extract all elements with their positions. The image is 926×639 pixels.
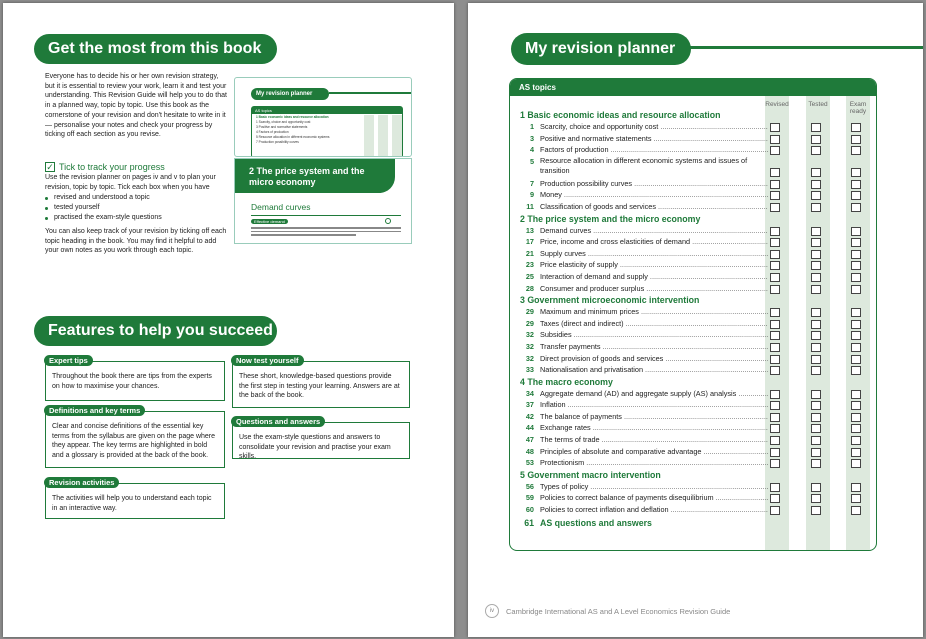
topic-text: Money ..... — [540, 189, 768, 201]
exam-ready-checkbox[interactable] — [851, 135, 861, 144]
exam-ready-checkbox[interactable] — [851, 401, 861, 410]
revision-planner-panel — [509, 78, 877, 551]
revised-checkbox[interactable] — [770, 413, 780, 422]
revised-checkbox[interactable] — [770, 273, 780, 282]
planner-row — [520, 121, 868, 133]
planner-row — [520, 481, 868, 493]
revised-checkbox[interactable] — [770, 191, 780, 200]
exam-ready-checkbox[interactable] — [851, 366, 861, 375]
planner-row — [520, 457, 868, 469]
page-ref: 21 — [525, 248, 534, 258]
page-ref: 61 — [524, 517, 534, 528]
tick-outro-text: You can also keep track of your revision by ticking off each topic heading in the book. You may find it helpful to add your own notes as you work through each topic. — [45, 228, 227, 255]
thumb-col — [364, 115, 374, 157]
page-ref: 32 — [525, 353, 534, 363]
topic-text: The balance of payments ..... — [540, 411, 768, 423]
planner-row — [520, 341, 868, 353]
thumb-banner: My revision planner — [251, 88, 329, 100]
planner-row — [520, 236, 868, 248]
planner-row — [520, 144, 868, 156]
planner-row — [520, 504, 868, 516]
planner-title: My revision planner — [511, 33, 691, 65]
tested-checkbox[interactable] — [811, 355, 821, 364]
tested-checkbox[interactable] — [811, 203, 821, 212]
exam-ready-checkbox[interactable] — [851, 227, 861, 236]
page-ref: 32 — [525, 341, 534, 351]
planner-row — [520, 411, 868, 423]
exam-ready-checkbox[interactable] — [851, 436, 861, 445]
exam-ready-checkbox[interactable] — [851, 424, 861, 433]
revised-checkbox[interactable] — [770, 146, 780, 155]
topic-text: Price elasticity of supply ..... — [540, 259, 768, 271]
page-ref: 17 — [525, 237, 534, 247]
feature-label: Revision activities — [44, 477, 119, 488]
thumb-chapter-sub: Demand curves — [251, 202, 311, 212]
feature-revision-activities — [45, 478, 225, 519]
planner-row — [520, 133, 868, 145]
feature-text: Throughout the book there are tips from the experts on how to maximise your chances. — [52, 373, 212, 390]
revised-checkbox[interactable] — [770, 436, 780, 445]
topic-text: Consumer and producer surplus ..... — [540, 283, 768, 295]
planner-row — [520, 259, 868, 271]
planner-rows — [520, 109, 868, 530]
thumb-banner-line — [329, 92, 412, 94]
intro-text: Everyone has to decide his or her own revision strategy, but it is essential to review your work, learn it and test your understanding. This Revision Guide will help you to do that in a planned way, topic by topic. Use this book as the cornerstone of your revision and don't hesitate to write in it — personalise your notes and check your progress by ticking off each section as you revise. — [45, 73, 227, 139]
planner-title-line — [688, 46, 923, 49]
topic-text: Exchange rates ..... — [540, 422, 768, 434]
revised-checkbox[interactable] — [770, 331, 780, 340]
planner-row — [520, 283, 868, 295]
feature-text: Use the exam-style questions and answers to consolidate your revision and practise your exam skills. — [239, 434, 391, 461]
section-title: 5 Government macro intervention — [520, 469, 661, 480]
topic-text: Inflation ..... — [540, 399, 768, 411]
section-title: 4 The macro economy — [520, 376, 613, 387]
exam-ready-checkbox[interactable] — [851, 250, 861, 259]
revised-checkbox[interactable] — [770, 285, 780, 294]
topic-text: Interaction of demand and supply ..... — [540, 271, 768, 283]
feature-expert-tips — [45, 356, 225, 401]
tested-checkbox[interactable] — [811, 483, 821, 492]
tested-checkbox[interactable] — [811, 250, 821, 259]
tested-checkbox[interactable] — [811, 459, 821, 468]
revised-checkbox[interactable] — [770, 261, 780, 270]
page-footer — [485, 604, 730, 618]
exam-ready-checkbox[interactable] — [851, 146, 861, 155]
planner-row — [520, 318, 868, 330]
planner-row — [520, 353, 868, 365]
page-ref: 34 — [525, 388, 534, 398]
feature-questions-answers — [232, 417, 410, 461]
tested-checkbox[interactable] — [811, 308, 821, 317]
exam-ready-checkbox[interactable] — [851, 123, 861, 132]
tested-checkbox[interactable] — [811, 494, 821, 503]
topic-text: The terms of trade ..... — [540, 434, 768, 446]
footer-text: Cambridge International AS and A Level Economics Revision Guide — [506, 606, 731, 616]
topic-text: Classification of goods and services ..... — [540, 201, 768, 213]
revised-checkbox[interactable] — [770, 123, 780, 132]
exam-ready-checkbox[interactable] — [851, 483, 861, 492]
tested-checkbox[interactable] — [811, 146, 821, 155]
page-ref: 56 — [525, 481, 534, 491]
thumb-chapter-heading: 2 The price system and the micro economy — [235, 159, 395, 193]
exam-ready-checkbox[interactable] — [851, 459, 861, 468]
feature-label: Now test yourself — [231, 355, 304, 366]
tested-checkbox[interactable] — [811, 168, 821, 177]
topic-text: Supply curves ..... — [540, 248, 768, 260]
revised-checkbox[interactable] — [770, 238, 780, 247]
left-page — [3, 3, 454, 637]
revised-checkbox[interactable] — [770, 355, 780, 364]
page-ref: 28 — [525, 283, 534, 293]
page-ref: 53 — [525, 458, 534, 468]
tested-checkbox[interactable] — [811, 331, 821, 340]
tick-heading-label: Tick to track your progress — [59, 162, 165, 172]
planner-row — [520, 225, 868, 237]
feature-text: Clear and concise definitions of the essential key terms from the syllabus are given on the page where they appear. The key terms are highlighted in bold and a glossary is provided at the back of the book. — [52, 423, 216, 459]
topic-text: Positive and normative statements ..... — [540, 133, 768, 145]
planner-row — [520, 388, 868, 400]
section-title: 1 Basic economic ideas and resource allocation — [520, 110, 721, 120]
bullet-icon — [45, 207, 48, 210]
column-header-tested: Tested — [808, 101, 828, 108]
page-ref: 4 — [529, 145, 534, 155]
revised-checkbox[interactable] — [770, 390, 780, 399]
exam-ready-checkbox[interactable] — [851, 238, 861, 247]
page-number: iv — [485, 604, 499, 618]
thumb-col — [392, 115, 402, 157]
feature-label: Expert tips — [44, 355, 93, 366]
thumb-col — [378, 115, 388, 157]
planner-row — [520, 434, 868, 446]
revised-checkbox[interactable] — [770, 168, 780, 177]
bullet-icon — [45, 197, 48, 200]
thumb-key-term-box — [251, 219, 401, 237]
page-ref: 5 — [529, 156, 534, 166]
page-ref: 13 — [525, 225, 534, 235]
exam-ready-checkbox[interactable] — [851, 390, 861, 399]
feature-label: Definitions and key terms — [44, 405, 145, 416]
topic-text: Nationalisation and privatisation ..... — [540, 364, 768, 376]
planner-row — [520, 306, 868, 318]
revised-checkbox[interactable] — [770, 180, 780, 189]
tested-checkbox[interactable] — [811, 238, 821, 247]
revised-checkbox[interactable] — [770, 459, 780, 468]
thumb-panel — [251, 106, 403, 157]
exam-ready-checkbox[interactable] — [851, 180, 861, 189]
thumb-rule — [251, 215, 401, 216]
revised-checkbox[interactable] — [770, 494, 780, 503]
revised-checkbox[interactable] — [770, 308, 780, 317]
column-header-exam-ready: Exam ready — [849, 101, 867, 115]
topic-text: Types of policy ..... — [540, 481, 768, 493]
revised-checkbox[interactable] — [770, 203, 780, 212]
exam-ready-checkbox[interactable] — [851, 191, 861, 200]
thumb-end-circle-icon — [385, 218, 391, 224]
page-ref: 11 — [526, 201, 534, 211]
exam-ready-checkbox[interactable] — [851, 320, 861, 329]
planner-row — [520, 422, 868, 434]
checkbox-tick-icon: ✓ — [46, 162, 54, 172]
right-page — [468, 3, 923, 637]
tested-checkbox[interactable] — [811, 135, 821, 144]
feature-text: The activities will help you to understand each topic in an interactive way. — [52, 495, 212, 512]
tested-checkbox[interactable] — [811, 285, 821, 294]
topic-text: Factors of production ..... — [540, 144, 768, 156]
final-topic — [520, 516, 868, 530]
topic-text: AS questions and answers — [540, 517, 652, 528]
page-ref: 7 — [529, 178, 534, 188]
planner-row — [520, 201, 868, 213]
planner-row — [520, 364, 868, 376]
chapter-thumbnail — [234, 158, 412, 244]
topic-text: Direct provision of goods and services ..... — [540, 353, 768, 365]
exam-ready-checkbox[interactable] — [851, 168, 861, 177]
tested-checkbox[interactable] — [811, 448, 821, 457]
tested-checkbox[interactable] — [811, 261, 821, 270]
features-title: Features to help you succeed — [34, 316, 277, 346]
page-ref: 33 — [525, 365, 534, 375]
planner-row — [520, 492, 868, 504]
tested-checkbox[interactable] — [811, 424, 821, 433]
page-ref: 3 — [529, 133, 534, 143]
planner-row — [520, 446, 868, 458]
tested-checkbox[interactable] — [811, 506, 821, 515]
column-header-revised: Revised — [765, 101, 789, 108]
exam-ready-checkbox[interactable] — [851, 331, 861, 340]
revised-checkbox[interactable] — [770, 448, 780, 457]
topic-text: Taxes (direct and indirect) ..... — [540, 318, 768, 330]
planner-row — [520, 329, 868, 341]
feature-definitions — [45, 406, 225, 468]
topic-text: Production possibility curves ..... — [540, 178, 768, 190]
tick-intro-text: Use the revision planner on pages iv and v to plan your revision, topic by topic. Tick each box when you have — [45, 174, 216, 191]
thumb-rows: 1 Basic economic ideas and resource allocation 1 Scarcity, choice and opportunity cost 3 Positive and normative statements 4 Factors of production 5 Resource allocation in different economic systems 7 Production possibility curves — [256, 115, 330, 144]
page-ref: 59 — [525, 493, 534, 503]
feature-now-test-yourself — [232, 356, 410, 408]
page-ref: 25 — [525, 271, 534, 281]
exam-ready-checkbox[interactable] — [851, 285, 861, 294]
page-ref: 29 — [525, 318, 534, 328]
exam-ready-checkbox[interactable] — [851, 203, 861, 212]
page-ref: 60 — [525, 505, 534, 515]
exam-ready-checkbox[interactable] — [851, 355, 861, 364]
revised-checkbox[interactable] — [770, 343, 780, 352]
list-item: practised the exam-style questions — [45, 213, 162, 223]
tick-bullet-list — [45, 193, 162, 224]
topic-text: Maximum and minimum prices ..... — [540, 306, 768, 318]
tick-heading — [45, 162, 165, 172]
tested-checkbox[interactable] — [811, 123, 821, 132]
planner-row — [520, 271, 868, 283]
exam-ready-checkbox[interactable] — [851, 413, 861, 422]
planner-row — [520, 156, 868, 178]
topic-text: Transfer payments ..... — [540, 341, 768, 353]
page-ref: 32 — [525, 330, 534, 340]
revised-checkbox[interactable] — [770, 506, 780, 515]
revised-checkbox[interactable] — [770, 135, 780, 144]
feature-label: Questions and answers — [231, 416, 325, 427]
tested-checkbox[interactable] — [811, 413, 821, 422]
page-ref: 42 — [525, 411, 534, 421]
exam-ready-checkbox[interactable] — [851, 448, 861, 457]
panel-title: AS topics — [510, 79, 876, 96]
revised-checkbox[interactable] — [770, 366, 780, 375]
list-item: revised and understood a topic — [45, 193, 162, 203]
revised-checkbox[interactable] — [770, 250, 780, 259]
bullet-icon — [45, 217, 48, 220]
planner-thumbnail — [234, 77, 412, 157]
section-title: 3 Government microeconomic intervention — [520, 295, 700, 306]
tested-checkbox[interactable] — [811, 320, 821, 329]
thumb-box-label: Effective demand — [251, 219, 288, 224]
topic-text: Resource allocation in different economic systems and issues of transition — [540, 155, 748, 175]
exam-ready-checkbox[interactable] — [851, 273, 861, 282]
revised-checkbox[interactable] — [770, 227, 780, 236]
exam-ready-checkbox[interactable] — [851, 506, 861, 515]
tested-checkbox[interactable] — [811, 436, 821, 445]
topic-text: Protectionism ..... — [540, 457, 768, 469]
topic-text: Price, income and cross elasticities of demand ..... — [540, 236, 768, 248]
tested-checkbox[interactable] — [811, 191, 821, 200]
page-ref: 44 — [525, 423, 534, 433]
revised-checkbox[interactable] — [770, 483, 780, 492]
exam-ready-checkbox[interactable] — [851, 261, 861, 270]
feature-text: These short, knowledge-based questions provide the first step in testing your learning. Answers are at the back of the book. — [239, 373, 400, 400]
planner-row — [520, 399, 868, 411]
revised-checkbox[interactable] — [770, 401, 780, 410]
thumb-text-lines — [251, 225, 401, 238]
planner-row — [520, 248, 868, 260]
page-ref: 29 — [525, 307, 534, 317]
tested-checkbox[interactable] — [811, 366, 821, 375]
topic-text: Principles of absolute and comparative advantage ..... — [540, 446, 768, 458]
page-ref: 47 — [525, 435, 534, 445]
topic-text: Policies to correct balance of payments disequilibrium ..... — [540, 492, 768, 504]
tested-checkbox[interactable] — [811, 401, 821, 410]
page-ref: 9 — [529, 190, 534, 200]
page-ref: 23 — [525, 260, 534, 270]
exam-ready-checkbox[interactable] — [851, 494, 861, 503]
page-ref: 1 — [529, 122, 534, 131]
tested-checkbox[interactable] — [811, 227, 821, 236]
list-item: tested yourself — [45, 203, 162, 213]
planner-row — [520, 189, 868, 201]
exam-ready-checkbox[interactable] — [851, 343, 861, 352]
exam-ready-checkbox[interactable] — [851, 308, 861, 317]
page-title: Get the most from this book — [34, 34, 277, 64]
tested-checkbox[interactable] — [811, 390, 821, 399]
topic-text: Subsidies ..... — [540, 329, 768, 341]
tested-checkbox[interactable] — [811, 180, 821, 189]
topic-text: Scarcity, choice and opportunity cost ..... — [540, 121, 768, 133]
tested-checkbox[interactable] — [811, 273, 821, 282]
thumb-panel-head: AS topics — [252, 107, 402, 114]
planner-row — [520, 178, 868, 190]
topic-text: Aggregate demand (AD) and aggregate supply (AS) analysis ..... — [540, 388, 768, 400]
section-title: 2 The price system and the micro economy — [520, 213, 701, 224]
revised-checkbox[interactable] — [770, 320, 780, 329]
revised-checkbox[interactable] — [770, 424, 780, 433]
topic-text: Demand curves ..... — [540, 225, 768, 237]
tested-checkbox[interactable] — [811, 343, 821, 352]
page-ref: 48 — [525, 446, 534, 456]
page-ref: 37 — [525, 400, 534, 410]
topic-text: Policies to correct inflation and deflation ..... — [540, 504, 768, 516]
